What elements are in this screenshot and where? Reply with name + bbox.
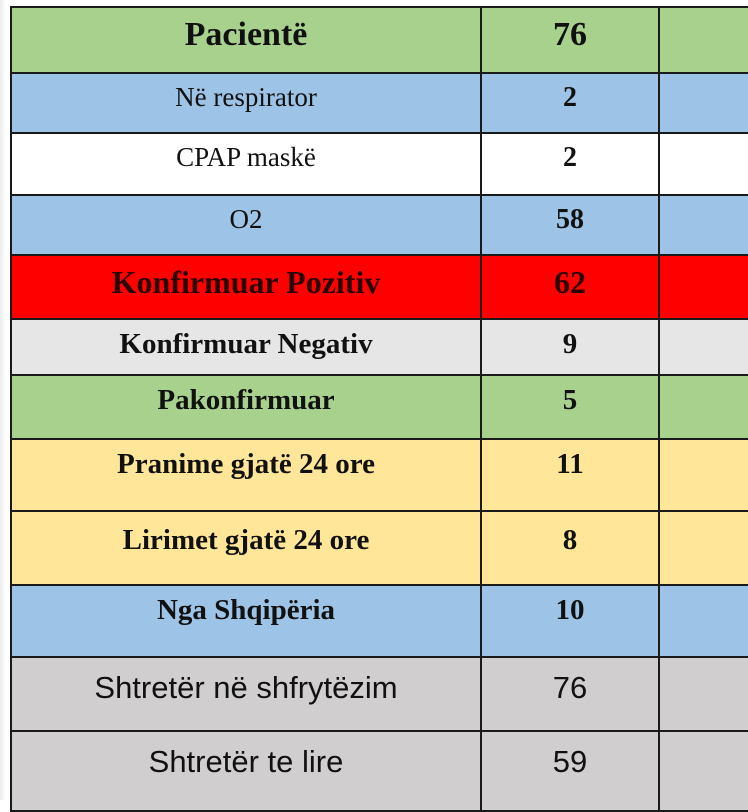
table-row [11,439,748,511]
row-label-free-beds: Shtretër te lire [11,731,481,811]
table-row [11,319,748,375]
table-row [11,7,748,73]
empty-cell [659,511,748,585]
empty-cell [659,73,748,133]
row-label-patients: Pacientë [11,7,481,73]
table-row [11,255,748,319]
empty-cell [659,375,748,439]
table-row [11,133,748,195]
row-value-from-albania: 10 [481,585,659,657]
empty-cell [659,731,748,811]
empty-cell [659,657,748,731]
row-value-beds-in-use: 76 [481,657,659,731]
row-label-respirator: Në respirator [11,73,481,133]
empty-cell [659,585,748,657]
row-label-o2: O2 [11,195,481,255]
empty-cell [659,133,748,195]
table-row [11,731,748,811]
empty-cell [659,195,748,255]
row-label-discharges-24h: Lirimet gjatë 24 ore [11,511,481,585]
row-label-admissions-24h: Pranime gjatë 24 ore [11,439,481,511]
empty-cell [659,7,748,73]
table-row [11,195,748,255]
row-label-confirmed-negative: Konfirmuar Negativ [11,319,481,375]
row-value-free-beds: 59 [481,731,659,811]
row-value-unconfirmed: 5 [481,375,659,439]
table-row [11,73,748,133]
row-label-unconfirmed: Pakonfirmuar [11,375,481,439]
empty-cell [659,255,748,319]
row-label-cpap: CPAP maskë [11,133,481,195]
table-row [11,511,748,585]
table-row [11,375,748,439]
row-label-beds-in-use: Shtretër në shfrytëzim [11,657,481,731]
row-value-confirmed-negative: 9 [481,319,659,375]
row-value-o2: 58 [481,195,659,255]
empty-cell [659,319,748,375]
row-label-confirmed-positive: Konfirmuar Pozitiv [11,255,481,319]
table-row [11,657,748,731]
row-label-from-albania: Nga Shqipëria [11,585,481,657]
row-value-admissions-24h: 11 [481,439,659,511]
photo-edge-shadow [0,0,6,800]
table-row [11,585,748,657]
row-value-discharges-24h: 8 [481,511,659,585]
patient-stats-table [10,6,748,812]
empty-cell [659,439,748,511]
row-value-confirmed-positive: 62 [481,255,659,319]
row-value-cpap: 2 [481,133,659,195]
row-value-respirator: 2 [481,73,659,133]
row-value-patients: 76 [481,7,659,73]
